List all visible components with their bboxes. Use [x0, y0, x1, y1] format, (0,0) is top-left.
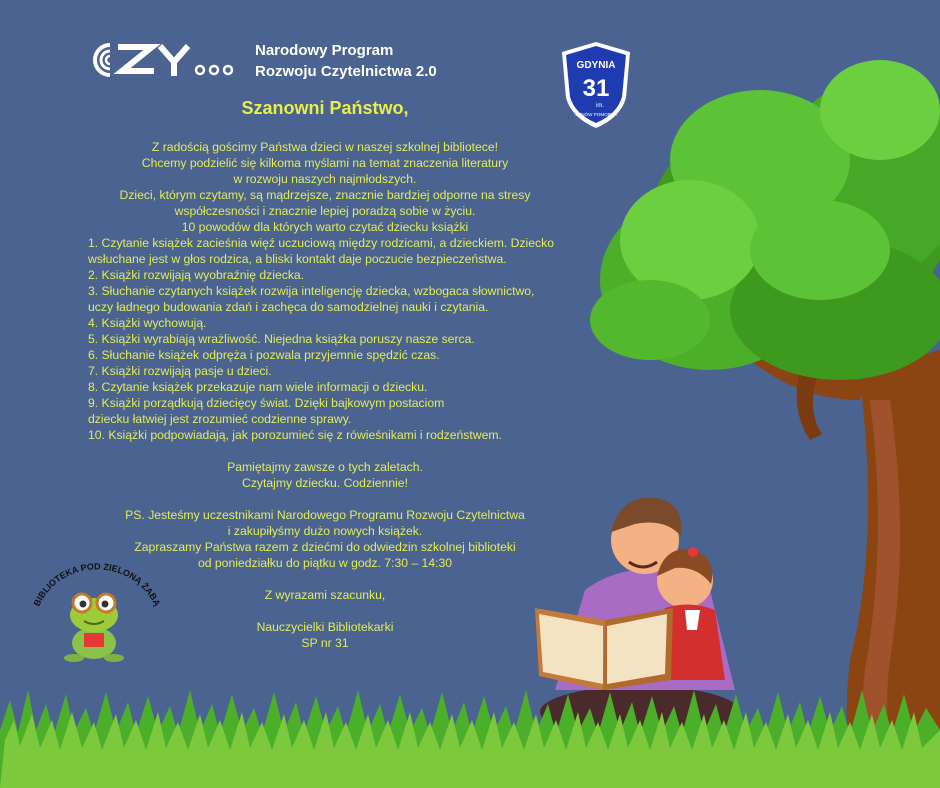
reason-line: 1. Czytanie książek zacieśnia więź uczuciową między rodzicami, a dzieckiem. Dziecko — [88, 236, 555, 250]
intro-line: w rozwoju naszych najmłodszych. — [233, 172, 417, 186]
badge-bottom: SYNÓW POMORZA — [575, 112, 617, 117]
program-title — [255, 40, 437, 82]
reason-line: 2. Książki rozwijają wyobraźnię dziecka. — [88, 268, 305, 282]
remember-line: Pamiętajmy zawsze o tych zaletach. — [227, 460, 423, 474]
program-line-2: Rozwoju Czytelnictwa 2.0 — [255, 63, 437, 80]
remember-line: Czytajmy dziecku. Codziennie! — [242, 476, 408, 490]
signature-line: SP nr 31 — [301, 636, 349, 650]
greeting-heading: Szanowni Państwo, — [241, 98, 409, 118]
reason-line: dziecku łatwiej jest zrozumieć codzienne sprawy. — [88, 412, 352, 426]
reason-line: 3. Słuchanie czytanych książek rozwija inteligencję dziecka, wzbogaca słownictwo, — [88, 284, 535, 298]
closing: Z wyrazami szacunku, — [264, 588, 386, 602]
reason-line: uczy ładnego budowania zdań i zachęca do samodzielnej nauki i czytania. — [88, 300, 489, 314]
frog-icon — [64, 594, 124, 662]
reason-line: 9. Książki porządkują dziecięcy świat. Dzięki bajkowym postaciom — [88, 396, 445, 410]
program-line-1: Narodowy Program — [255, 42, 394, 59]
intro-line: Dzieci, którym czytamy, są mądrzejsze, znacznie bardziej odporne na stresy — [119, 188, 531, 202]
ps-line: Zapraszamy Państwa razem z dziećmi do odwiedzin szkolnej biblioteki — [134, 540, 516, 554]
intro-line: 10 powodów dla których warto czytać dziecku książki — [181, 220, 469, 234]
ps-line: od poniedziałku do piątku w godz. 7:30 – 14:30 — [197, 556, 453, 570]
intro-line: Z radością gościmy Państwa dzieci w naszej szkolnej bibliotece! — [151, 140, 499, 154]
badge-im: im. — [596, 103, 604, 109]
badge-number: 31 — [582, 75, 610, 102]
reason-line: 4. Książki wychowują. — [88, 316, 207, 330]
ps-line: i zakupiłyśmy dużo nowych książek. — [227, 524, 423, 538]
library-logo-text: BIBLIOTEKA POD ZIELONĄ ŻABĄ — [31, 561, 163, 608]
reason-line: 10. Książki podpowiadają, jak porozumieć się z rówieśnikami i rodzeństwem. — [88, 428, 502, 442]
library-logo — [22, 555, 172, 665]
reason-line: 6. Słuchanie książek odpręża i pozwala przyjemnie spędzić czas. — [88, 348, 440, 362]
czy-logo-icon — [88, 40, 238, 80]
ps-line: PS. Jesteśmy uczestnikami Narodowego Programu Rozwoju Czytelnictwa — [125, 508, 525, 522]
intro-line: współczesności i znacznie lepiej poradzą sobie w życiu. — [174, 204, 476, 218]
reason-line: 7. Książki rozwijają pasje u dzieci. — [88, 364, 272, 378]
reason-line: 8. Czytanie książek przekazuje nam wiele informacji o dziecku. — [88, 380, 428, 394]
intro-line: Chcemy podzielić się kilkoma myślami na temat znaczenia literatury — [141, 156, 509, 170]
reason-line: wsłuchane jest w głos rodzica, a bliski kontakt daje poczucie bezpieczeństwa. — [88, 252, 507, 266]
badge-city: GDYNIA — [576, 60, 616, 71]
reason-line: 5. Książki wyrabiają wrażliwość. Niejedna książka poruszy nasze serca. — [88, 332, 475, 346]
grass-icon — [0, 690, 940, 788]
signature-line: Nauczycielki Bibliotekarki — [256, 620, 394, 634]
